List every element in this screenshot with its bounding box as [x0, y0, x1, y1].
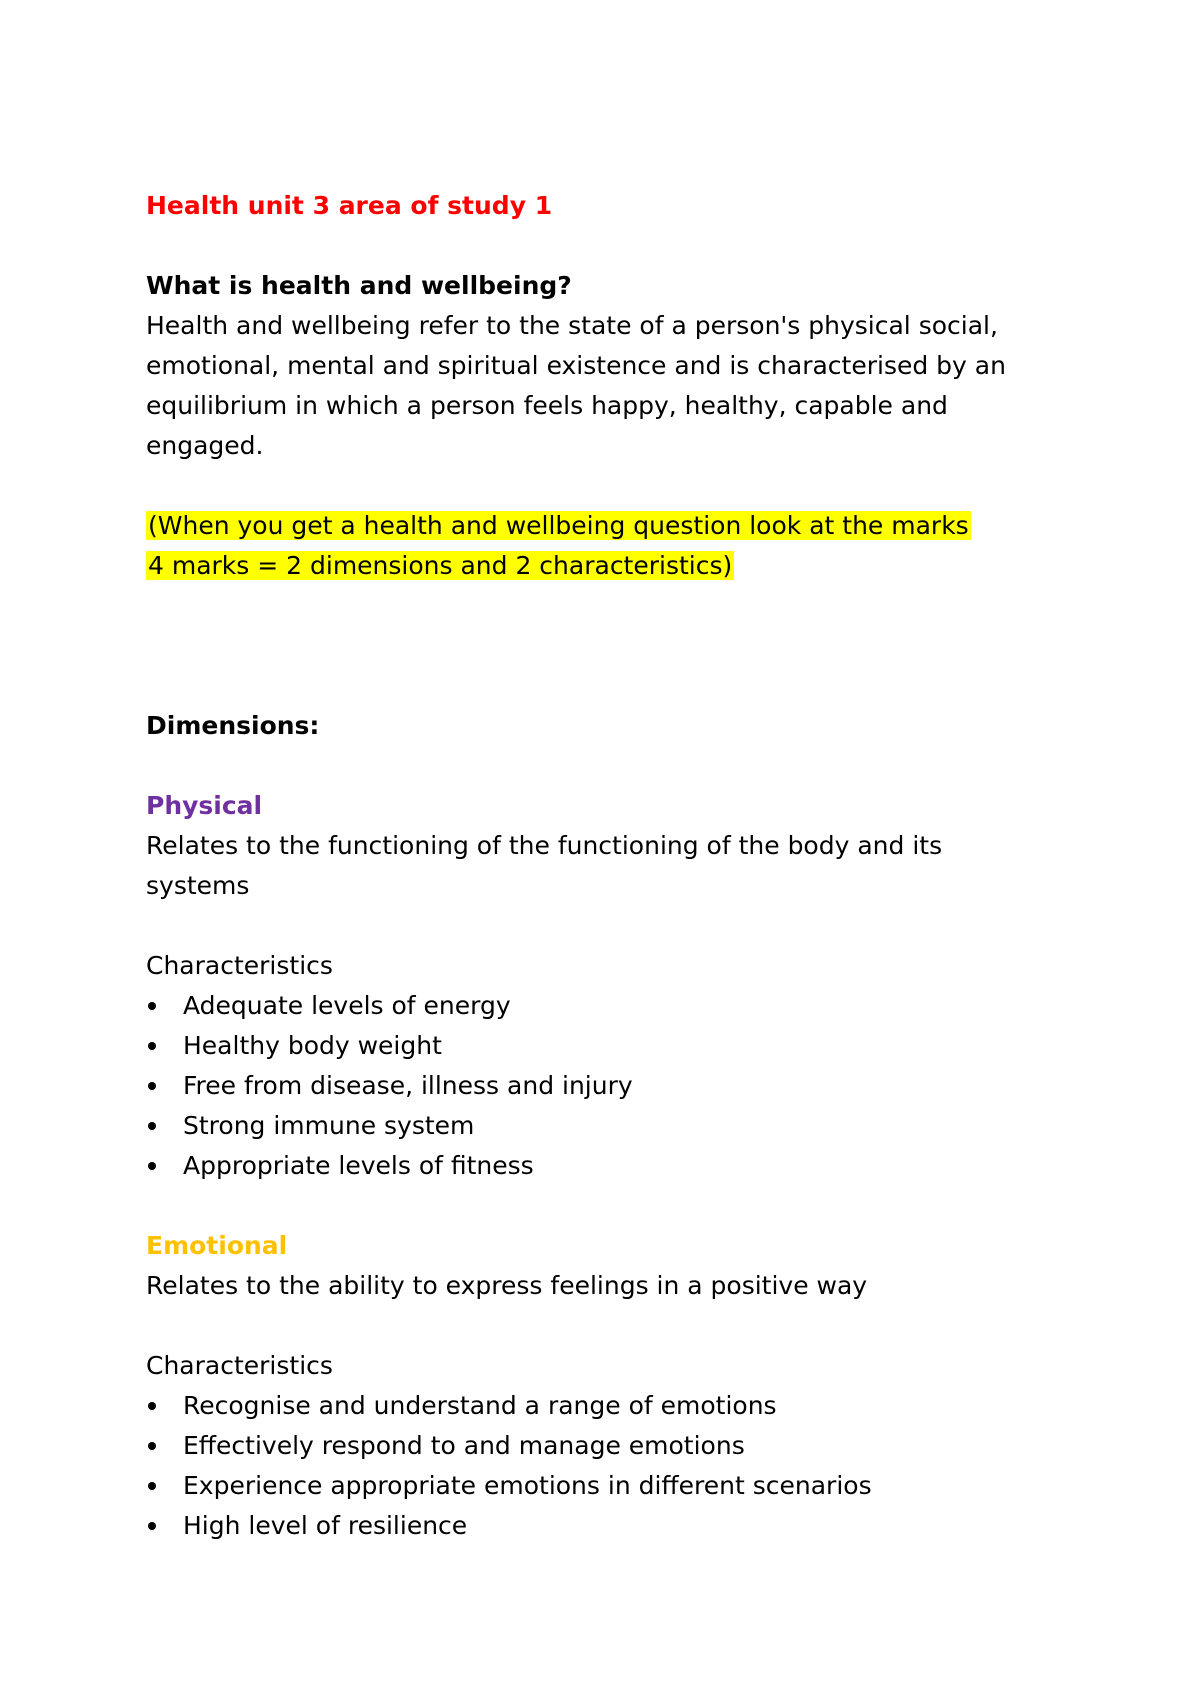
emotional-heading: Emotional	[146, 1231, 288, 1260]
emotional-description-line: Relates to the ability to express feelings in a positive way	[146, 1271, 868, 1300]
physical-heading: Physical	[146, 791, 263, 820]
list-item	[146, 1066, 1076, 1106]
definition-line: equilibrium in which a person feels happy, healthy, capable and	[146, 391, 948, 420]
list-item	[146, 1506, 1076, 1546]
list-item-text: Recognise and understand a range of emotions	[183, 1391, 777, 1420]
spacer	[146, 226, 1076, 266]
list-item-text: Free from disease, illness and injury	[183, 1071, 633, 1100]
bullet-icon	[148, 1482, 156, 1490]
list-item-text: Strong immune system	[183, 1111, 475, 1140]
emotional-characteristics-list	[146, 1386, 1076, 1546]
document-body	[146, 186, 1076, 1546]
bullet-icon	[148, 1162, 156, 1170]
physical-characteristics-label: Characteristics	[146, 951, 333, 980]
bullet-icon	[148, 1122, 156, 1130]
list-item	[146, 1026, 1076, 1066]
list-item-text: Healthy body weight	[183, 1031, 442, 1060]
list-item	[146, 1146, 1076, 1186]
list-item-text: Experience appropriate emotions in different scenarios	[183, 1471, 872, 1500]
note-line: 4 marks = 2 dimensions and 2 characteristics)	[148, 551, 733, 580]
list-item	[146, 986, 1076, 1026]
physical-description-line: systems	[146, 871, 250, 900]
list-item-text: Appropriate levels of fitness	[183, 1151, 534, 1180]
bullet-icon	[148, 1522, 156, 1530]
question-heading: What is health and wellbeing?	[146, 271, 572, 300]
physical-characteristics-list	[146, 986, 1076, 1186]
bullet-icon	[148, 1402, 156, 1410]
emotional-section	[146, 1226, 1076, 1546]
spacer	[146, 746, 1076, 786]
bullet-icon	[148, 1042, 156, 1050]
bullet-icon	[148, 1002, 156, 1010]
dimensions-heading: Dimensions:	[146, 711, 320, 740]
spacer	[146, 466, 1076, 506]
spacer	[146, 1186, 1076, 1226]
spacer	[146, 586, 1076, 706]
list-item	[146, 1426, 1076, 1466]
list-item	[146, 1466, 1076, 1506]
bullet-icon	[148, 1082, 156, 1090]
definition-line: Health and wellbeing refer to the state of a person's physical social,	[146, 311, 998, 340]
definition-line: engaged.	[146, 431, 264, 460]
list-item-text: Effectively respond to and manage emotions	[183, 1431, 745, 1460]
physical-description-line: Relates to the functioning of the functioning of the body and its	[146, 831, 943, 860]
spacer	[146, 906, 1076, 946]
physical-section	[146, 786, 1076, 1186]
bullet-icon	[148, 1442, 156, 1450]
definition-line: emotional, mental and spiritual existence and is characterised by an	[146, 351, 1006, 380]
definition-paragraph	[146, 306, 1076, 466]
list-item	[146, 1106, 1076, 1146]
emotional-characteristics-label: Characteristics	[146, 1351, 333, 1380]
list-item-text: High level of resilience	[183, 1511, 468, 1540]
list-item	[146, 1386, 1076, 1426]
highlighted-note	[146, 506, 1076, 586]
document-title: Health unit 3 area of study 1	[146, 191, 553, 220]
list-item-text: Adequate levels of energy	[183, 991, 511, 1020]
note-line: (When you get a health and wellbeing question look at the marks	[148, 511, 969, 540]
spacer	[146, 1306, 1076, 1346]
